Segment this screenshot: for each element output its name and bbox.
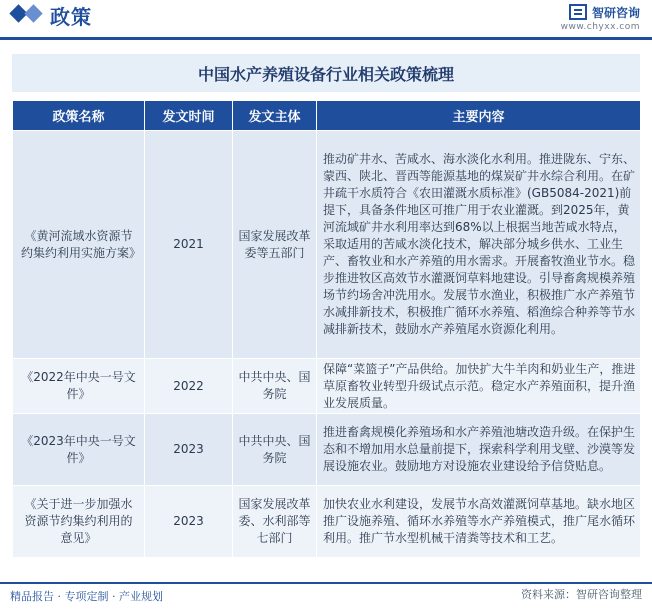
column-header-name: 政策名称 <box>13 101 145 131</box>
table-row <box>13 486 641 558</box>
footer-source: 资料来源：智研咨询整理 <box>521 588 642 601</box>
brand-name: 智研咨询 <box>591 5 640 20</box>
brand <box>569 3 640 21</box>
policy-issuer: 中共中央、国务院 <box>233 414 317 486</box>
policy-issuer: 国家发展改革委等五部门 <box>233 131 317 359</box>
diamond-icon <box>24 4 42 22</box>
table-row <box>13 414 641 486</box>
policy-year: 2021 <box>145 131 233 359</box>
policy-name: 《2023年中央一号文件》 <box>13 414 145 486</box>
policy-issuer: 中共中央、国务院 <box>233 359 317 414</box>
footer-divider <box>0 582 652 584</box>
column-header-year: 发文时间 <box>145 101 233 131</box>
column-header-content: 主要内容 <box>317 101 641 131</box>
policy-content: 推动矿井水、苦咸水、海水淡化水利用。推进陇东、宁东、蒙西、陕北、晋西等能源基地的煤炭矿井水综合利用。在矿井疏干水质符合《农田灌溉水质标准》(GB5084-2021)前提下，具备条件地区可推广用于农业灌溉。到2025年，黄河流域矿井水利用率达到68%以上根据当地苦咸水特点，采取适用的苦咸水淡化技术，解决部分城乡供水、工业生产、畜牧业和水产养殖的用水需求。开展畜牧渔业节水。稳步推进牧区高效节水灌溉饲草料地建设。引导畜禽规模养殖场节约场舍冲洗用水。发展节水渔业，积极推广水产养殖节水减排新技术，积极推广循环水养殖、稻渔综合种养等节水减排新技术，鼓励水产养殖尾水资源化利用。 <box>317 131 641 359</box>
policy-content: 保障“菜篮子”产品供给。加快扩大牛羊肉和奶业生产，推进草原畜牧业转型升级试点示范。稳定水产养殖面积，提升渔业发展质量。 <box>317 359 641 414</box>
policy-name: 《2022年中央一号文件》 <box>13 359 145 414</box>
table-row <box>13 131 641 359</box>
policy-name: 《关于进一步加强水资源节约集约利用的意见》 <box>13 486 145 558</box>
policy-issuer: 国家发展改革委、水利部等七部门 <box>233 486 317 558</box>
policy-content: 推进畜禽规模化养殖场和水产养殖池塘改造升级。在保护生态和不增加用水总量前提下，探索科学利用戈壁、沙漠等发展设施农业。鼓励地方对设施农业建设给予信贷贴息。 <box>317 414 641 486</box>
footer-tagline: 精品报告 · 专项定制 · 产业规划 <box>10 590 163 603</box>
table-row <box>13 359 641 414</box>
policy-name: 《黄河流域水资源节约集约利用实施方案》 <box>13 131 145 359</box>
policy-year: 2022 <box>145 359 233 414</box>
section-title: 政策 <box>50 5 92 29</box>
column-header-issuer: 发文主体 <box>233 101 317 131</box>
header-divider <box>0 37 652 40</box>
policy-year: 2023 <box>145 414 233 486</box>
policy-table <box>12 100 641 558</box>
policy-content: 加快农业水利建设，发展节水高效灌溉饲草基地。缺水地区推广设施养殖、循环水养殖等水产养殖模式，推广尾水循环利用。推广节水型机械干清粪等技术和工艺。 <box>317 486 641 558</box>
table-header-row <box>13 101 641 131</box>
header-bar <box>0 0 652 30</box>
brand-logo-icon <box>569 4 587 20</box>
website-url: www.chyxx.com <box>560 22 640 32</box>
policy-year: 2023 <box>145 486 233 558</box>
table-title: 中国水产养殖设备行业相关政策梳理 <box>12 54 640 92</box>
